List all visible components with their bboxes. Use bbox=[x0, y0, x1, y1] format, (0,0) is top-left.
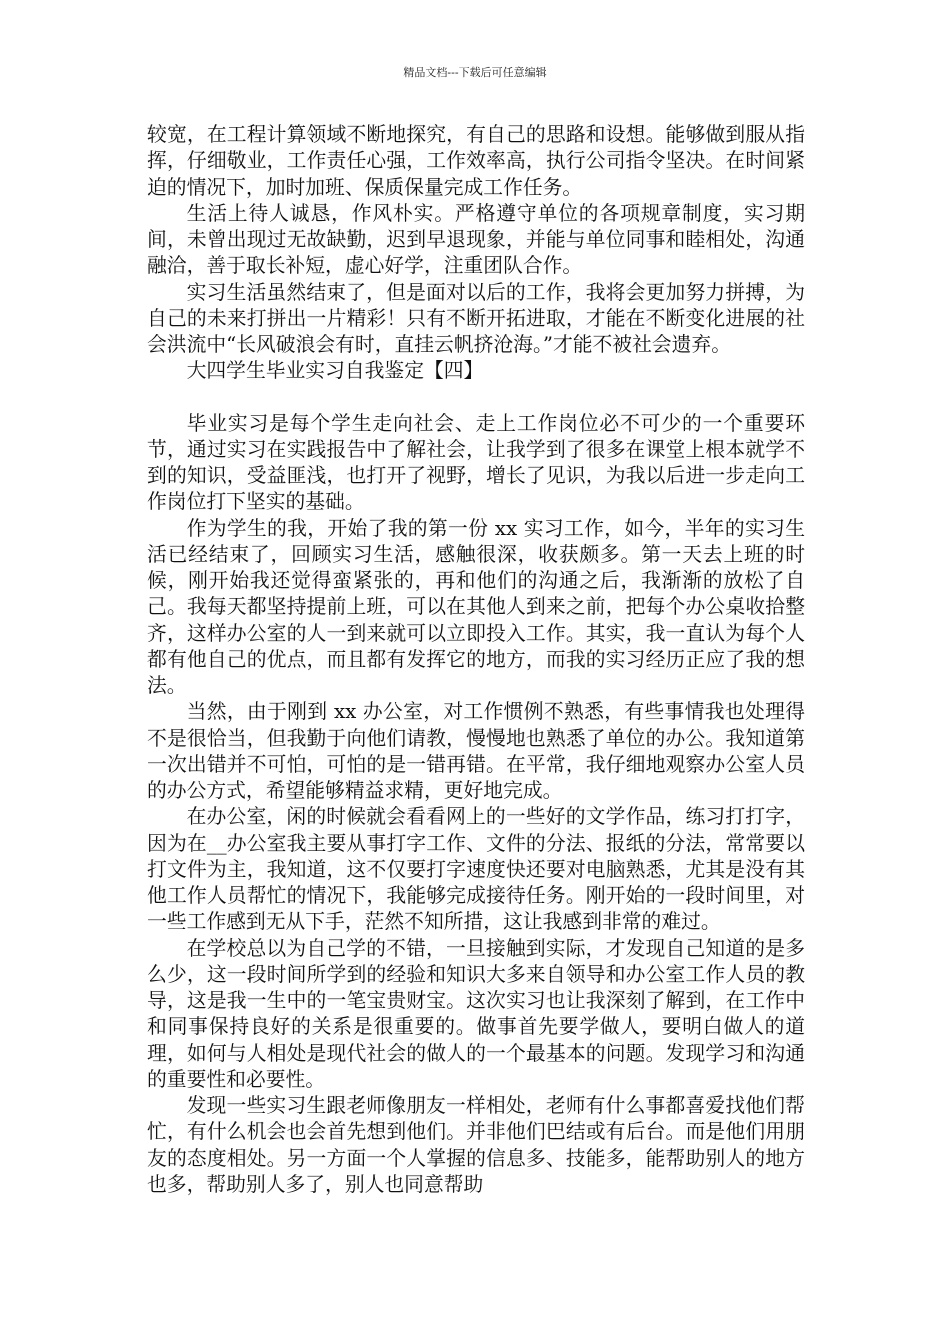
paragraph-learning-office: 当然，由于刚到 xx 办公室，对工作惯例不熟悉，有些事情我也处理得不是很恰当，但我勤于向他们请教，慢慢地也熟悉了单位的办公。我知道第一次出错并不可怕，可怕的是一错再错。在平常，我仔细地观察办公室人员的办公方式，希望能够精益求精，更好地完成。 bbox=[147, 700, 805, 802]
paragraph-relationships: 发现一些实习生跟老师像朋友一样相处，老师有什么事都喜爱找他们帮忙，有什么机会也会首先想到他们。并非他们巴结或有后台。而是他们用朋友的态度相处。另一方面一个人掌握的信息多、技能多，能帮助别人的地方也多，帮助别人多了，别人也同意帮助 bbox=[147, 1094, 805, 1196]
paragraph-future-outlook: 实习生活虽然结束了，但是面对以后的工作，我将会更加努力拼搏，为自己的未来打拼出一片精彩！只有不断开拓进取，才能在不断变化进展的社会洪流中“长风破浪会有时，直挂云帆挤沧海。”才能不被社会遗弃。 bbox=[147, 280, 805, 356]
paragraph-work-attitude: 较宽，在工程计算领域不断地探究，有自己的思路和设想。能够做到服从指挥，仔细敬业，工作责任心强，工作效率高，执行公司指令坚决。在时间紧迫的情况下，加时加班、保质保量完成工作任务。 bbox=[147, 123, 805, 199]
document-body bbox=[147, 122, 805, 1198]
blank-line bbox=[147, 385, 805, 411]
paragraph-school-vs-practice: 在学校总以为自己学的不错，一旦接触到实际，才发现自己知道的是多么少，这一段时间所学到的经验和知识大多来自领导和办公室工作人员的教导，这是我一生中的一笔宝贵财宝。这次实习也让我深刻了解到，在工作中和同事保持良好的关系是很重要的。做事首先要学做人，要明白做人的道理，如何与人相处是现代社会的做人的一个最基本的问题。发现学习和沟通的重要性和必要性。 bbox=[147, 936, 805, 1091]
paragraph-internship-importance: 毕业实习是每个学生走向社会、走上工作岗位必不可少的一个重要环节，通过实习在实践报告中了解社会，让我学到了很多在课堂上根本就学不到的知识，受益匪浅，也打开了视野，增长了见识，为我以后进一步走向工作岗位打下坚实的基础。 bbox=[147, 411, 805, 514]
section-heading: 大四学生毕业实习自我鉴定【四】 bbox=[186, 359, 484, 383]
paragraph-first-job: 作为学生的我，开始了我的第一份 xx 实习工作，如今，半年的实习生活已经结束了，回顾实习生活，感触很深，收获颇多。第一天去上班的时候，刚开始我还觉得蛮紧张的，再和他们的沟通之后，我渐渐的放松了自己。我每天都坚持提前上班，可以在其他人到来之前，把每个办公桌收拾整齐，这样办公室的人一到来就可以立即投入工作。其实，我一直认为每个人都有他自己的优点，而且都有发挥它的地方，而我的实习经历正应了我的想法。 bbox=[147, 516, 805, 697]
paragraph-life-conduct: 生活上待人诚恳，作风朴实。严格遵守单位的各项规章制度，实习期间，未曾出现过无故缺勤，迟到早退现象，并能与单位同事和睦相处，沟通融洽，善于取长补短，虚心好学，注重团队合作。 bbox=[147, 201, 805, 278]
paragraph-office-tasks: 在办公室，闲的时候就会看看网上的一些好的文学作品，练习打打字，因为在__办公室我主要从事打字工作、文件的分法、报纸的分法，常常要以打文件为主，我知道，这不仅要打字速度快还要对电脑熟悉，尤其是没有其他工作人员帮忙的情况下，我能够完成接待任务。刚开始的一段时间里，对一些工作感到无从下手，茫然不知所措，这让我感到非常的难过。 bbox=[147, 805, 805, 934]
page-header: 精品文档---下载后可任意编辑 bbox=[403, 66, 547, 79]
